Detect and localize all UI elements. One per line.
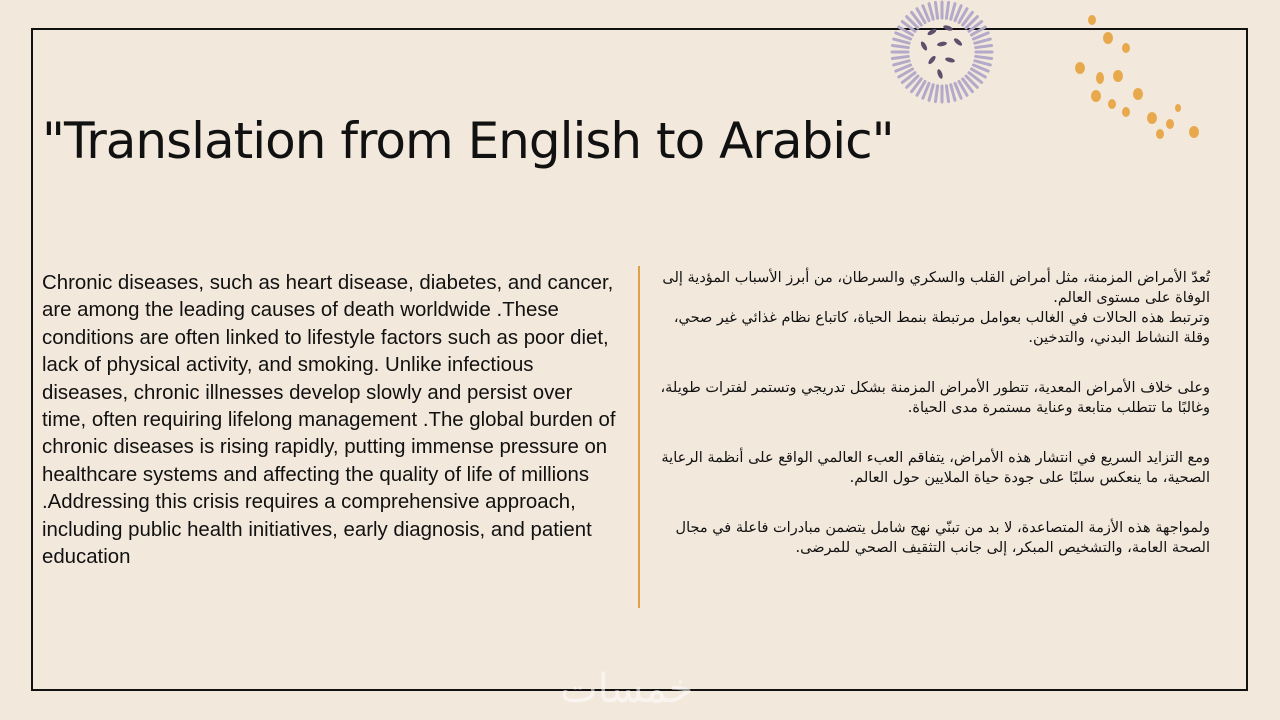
arabic-paragraph: وعلى خلاف الأمراض المعدية، تتطور الأمراض المزمنة بشكل تدريجي وتستمر لفترات طويلة، وغالبًا ما تتطلب متابعة وعناية مستمرة مدى الحياة. bbox=[660, 380, 1210, 416]
sunburst-decoration bbox=[862, 0, 1022, 110]
page-title: "Translation from English to Arabic" bbox=[42, 112, 894, 170]
arabic-paragraph: ومع التزايد السريع في انتشار هذه الأمراض، يتفاقم العبء العالمي الواقع على أنظمة الرعاية الصحية، ما ينعكس سلبًا على جودة حياة الملايين حول العالم. bbox=[661, 450, 1210, 486]
column-divider bbox=[638, 266, 640, 608]
arabic-translation bbox=[660, 268, 1210, 588]
english-paragraph: Chronic diseases, such as heart disease, diabetes, and cancer, are among the leading causes of death worldwide .These conditions are often linked to lifestyle factors such as poor diet, lack of physical activity, and smoking. Unlike infectious diseases, chronic illnesses develop slowly and persist over time, often requiring lifelong management .The global burden of chronic diseases is rising rapidly, putting immense pressure on healthcare systems and affecting the quality of life of millions .Addressing this crisis requires a comprehensive approach, including public health initiatives, early diagnosis, and patient education bbox=[42, 272, 616, 569]
arabic-paragraph: وترتبط هذه الحالات في الغالب بعوامل مرتبطة بنمط الحياة، كاتباع نظام غذائي غير صحي، وقلة النشاط البدني، والتدخين. bbox=[673, 310, 1210, 346]
watermark-logo: خمسات bbox=[560, 666, 694, 712]
dots-decoration bbox=[1060, 8, 1210, 148]
arabic-paragraph: تُعدّ الأمراض المزمنة، مثل أمراض القلب والسكري والسرطان، من أبرز الأسباب المؤدية إلى الوفاة على مستوى العالم. bbox=[662, 270, 1210, 306]
arabic-paragraph: ولمواجهة هذه الأزمة المتصاعدة، لا بد من تبنّي نهج شامل يتضمن مبادرات فاعلة في مجال الصحة العامة، والتشخيص المبكر، إلى جانب التثقيف الصحي للمرضى. bbox=[675, 520, 1210, 556]
